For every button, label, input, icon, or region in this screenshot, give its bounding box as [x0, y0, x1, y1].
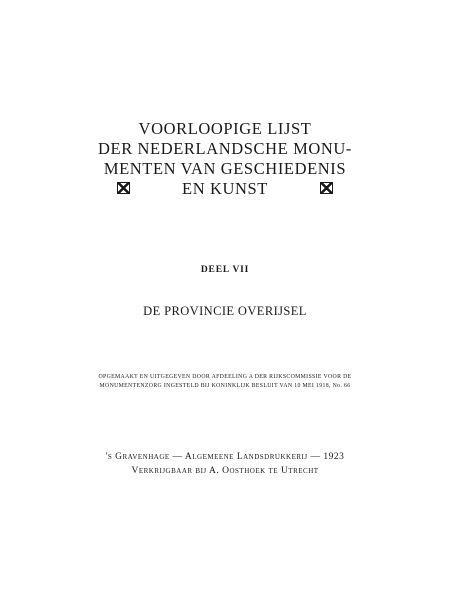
title-line-4: EN KUNST: [182, 179, 268, 198]
printer-ornament-left-icon: [117, 182, 130, 194]
imprint-line-2: Verkrijgbaar bij A. Oosthoek te Utrecht: [131, 466, 319, 476]
volume-number: DEEL VII: [200, 265, 250, 275]
title-line-2: DER NEDERLANDSCHE MONU-: [98, 139, 352, 158]
publisher-imprint: [0, 450, 450, 478]
province-title: DE PROVINCIE OVERIJSEL: [143, 304, 307, 318]
book-title: [0, 119, 450, 199]
printer-ornament-right-icon: [320, 182, 333, 194]
commission-statement: [0, 373, 450, 391]
title-line-1: VOORLOOPIGE LIJST: [138, 119, 312, 138]
imprint-line-1: 's Gravenhage — Algemeene Landsdrukkerij — 1923: [105, 452, 345, 462]
title-last-row: [0, 179, 450, 199]
title-line-3: MENTEN VAN GESCHIEDENIS: [103, 159, 347, 178]
commission-line-1: OPGEMAAKT EN UITGEGEVEN DOOR AFDEELING A DER RIJKSCOMMISSIE VOOR DE: [98, 374, 352, 380]
commission-line-2: MONUMENTENZORG INGESTELD BIJ KONINKLIJK BESLUIT VAN 10 MEI 1918, No. 66: [99, 383, 351, 389]
